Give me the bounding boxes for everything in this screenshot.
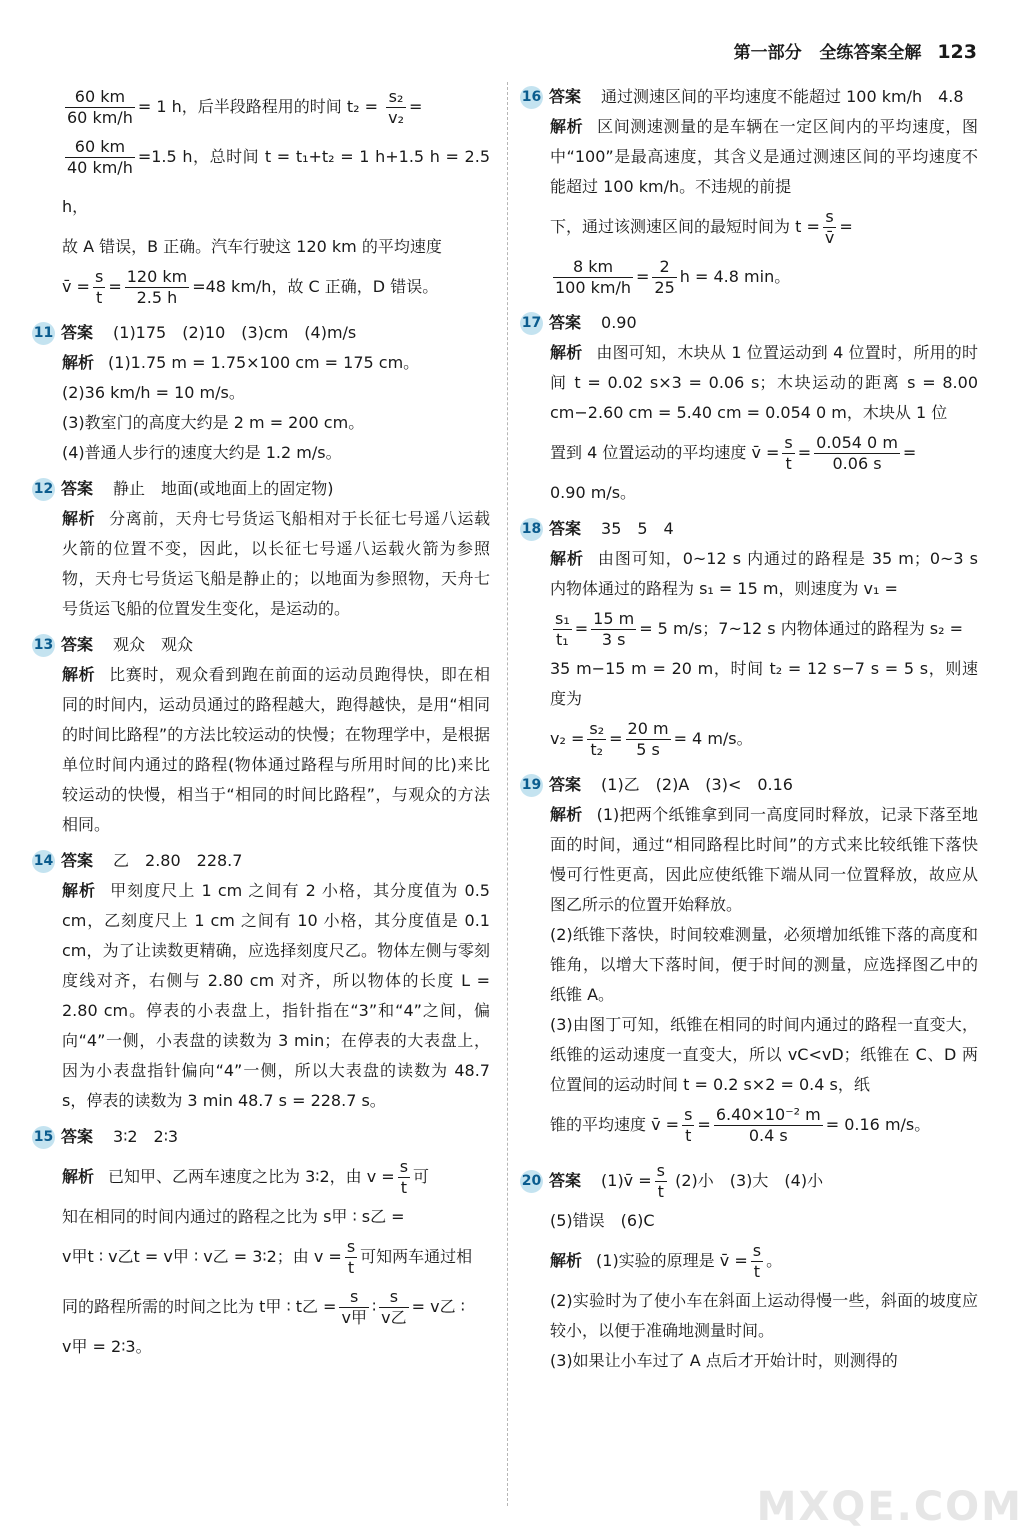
- q16-number-badge: 16: [520, 86, 543, 109]
- q19-number-badge: 19: [520, 774, 543, 797]
- q12-answer: 12 答案 静止 地面(或地面上的固定物): [32, 474, 490, 504]
- q15-analysis-1: 解析 已知甲、乙两车速度之比为 3∶2，由 v = $\frac{s}{t}$ 可: [62, 1157, 430, 1197]
- q15-analysis-2: 知在相同的时间内通过的路程之比为 s甲 ∶ s乙 =: [62, 1207, 405, 1226]
- q18-number-badge: 18: [520, 518, 543, 541]
- q17-answer: 17 答案 0.90: [520, 308, 978, 338]
- q18-analysis-3: 35 m−15 m = 20 m，时间 t₂ = 12 s−7 s = 5 s，则速度为: [550, 659, 978, 708]
- q17-analysis-3: 0.90 m/s。: [550, 483, 637, 502]
- q18-analysis: 解析 由图可知，0~12 s 内通过的路程是 35 m；0~3 s 内物体通过的路程为 s₁ = 15 m，则速度为 v₁ =: [550, 549, 978, 598]
- q11-analysis-2: (2)36 km/h = 10 m/s。: [62, 383, 245, 402]
- q20-analysis-3: (3)如果让小车过了 A 点后才开始计时，则测得的: [550, 1351, 898, 1370]
- q13-number-badge: 13: [32, 634, 55, 657]
- q19-analysis-4: 锥的平均速度 v̄ = $\frac{s}{t}$ = $\frac{\text{6.40×10⁻² m}}{0.4 s}$ = 0.16 m/s。: [550, 1105, 931, 1145]
- q11-analysis-3: (3)教室门的高度大约是 2 m = 200 cm。: [62, 413, 365, 432]
- q16-analysis-3: $\frac{8 km}{100 km/h}$ = $\frac{2}{25}$ h = 4.8 min。: [555, 257, 791, 297]
- q16-analysis: 解析 区间测速测量的是车辆在一定区间内的平均速度，图中“100”是最高速度，其含义是通过测速区间的平均速度不能超过 100 km/h。不违规的前提: [550, 117, 978, 196]
- right-column: [521, 82, 978, 1376]
- header-title: 全练答案全解: [819, 43, 922, 63]
- q11-analysis-1: 解析 (1)1.75 m = 1.75×100 cm = 175 cm。: [62, 353, 420, 372]
- q20-answer-2: (5)错误 (6)C: [550, 1211, 655, 1230]
- q14-analysis: 解析 甲刻度尺上 1 cm 之间有 2 小格，其分度值为 0.5 cm，乙刻度尺上 1 cm 之间有 10 小格，其分度值是 0.1 cm，为了让读数更精确，应选择刻度尺乙。物体左侧与零刻度线对齐，右侧与 2.80 cm 对齐，所以物体的长度 L = 2.80 cm。停表的小表盘上，指针指在“3”和“4”之间，偏向“4”一侧，小表盘的读数为 3 min；在停表的大表盘上，因为小表盘指针偏向“4”一侧，所以大表盘的读数为 48.7 s，停表的读数为 3 min 48.7 s = 228.7 s。: [62, 881, 490, 1110]
- q18-analysis-2: $\frac{\text{s₁}}{\text{t₁}}$ = $\frac{15 m}{3 s}$ = 5 m/s；7~12 s 内物体通过的路程为 s₂ =: [555, 609, 964, 649]
- left-column: [33, 82, 490, 1362]
- q18-answer: 18 答案 35 5 4: [520, 514, 978, 544]
- cont-line-3: 故 A 错误，B 正确。汽车行驶这 120 km 的平均速度: [62, 237, 442, 256]
- q15-analysis-5: v甲 = 2∶3。: [62, 1337, 152, 1356]
- column-divider: [507, 82, 508, 1506]
- q19-analysis-1: 解析 (1)把两个纸锥拿到同一高度同时释放，记录下落至地面的时间，通过“相同路程比时间”的方式来比较纸锥下落快慢可行性更高，因此应使纸锥下端从同一位置释放，故应从图乙所示的位置开始释放。: [550, 805, 978, 914]
- header-section: 第一部分: [733, 43, 802, 63]
- q20-answer: 20 答案 (1)v̄ = $\frac{s}{t}$ (2)小 (3)大 (4)小: [521, 1160, 824, 1201]
- q17-number-badge: 17: [520, 312, 543, 335]
- page-header: [734, 38, 977, 63]
- q19-answer: 19 答案 (1)乙 (2)A (3)< 0.16: [520, 770, 978, 800]
- page-number: 123: [937, 41, 977, 63]
- q13-analysis: 解析 比赛时，观众看到跑在前面的运动员跑得快，即在相同的时间内，运动员通过的路程越大，跑得越快，是用“相同的时间比路程”的方法比较运动的快慢；在物理学中，是根据单位时间内通过的路程(物体通过路程与所用时间的比)来比较运动的快慢，相当于“相同的时间比路程”，与观众的方法相同。: [62, 665, 490, 834]
- q12-number-badge: 12: [32, 478, 55, 501]
- q19-analysis-2: (2)纸锥下落快，时间较难测量，必须增加纸锥下落的高度和锥角，以增大下落时间，便于时间的测量，应选择图乙中的纸锥 A。: [550, 925, 978, 1004]
- q17-analysis: 解析 由图可知，木块从 1 位置运动到 4 位置时，所用的时间 t = 0.02 s×3 = 0.06 s；木块运动的距离 s = 8.00 cm−2.60 cm = 5.40 cm = 0.054 0 m，木块从 1 位: [550, 343, 978, 422]
- q11-number-badge: 11: [32, 322, 55, 345]
- q19-analysis-3: (3)由图丁可知，纸锥在相同的时间内通过的路程一直变大，纸锥的运动速度一直变大，所以 vC<vD；纸锥在 C、D 两位置间的运动时间 t = 0.2 s×2 = 0.4 s，纸: [550, 1015, 978, 1094]
- q14-number-badge: 14: [32, 850, 55, 873]
- cont-line-2: $\frac{60 km}{40 km/h}$ =1.5 h，总时间 t = t₁+t₂ = 1 h+1.5 h = 2.5 h，: [62, 137, 490, 216]
- q13-answer: 13 答案 观众 观众: [32, 630, 490, 660]
- q15-analysis-3: v甲t ∶ v乙t = v甲 ∶ v乙 = 3∶2；由 v = $\frac{s}{t}$ 可知两车通过相: [62, 1237, 473, 1277]
- q12-analysis: 解析 分离前，天舟七号货运飞船相对于长征七号遥八运载火箭的位置不变，因此，以长征七号遥八运载火箭为参照物，天舟七号货运飞船是静止的；以地面为参照物，天舟七号货运飞船的位置发生变化，是运动的。: [62, 509, 490, 618]
- q18-analysis-4: v₂ = $\frac{\text{s₂}}{\text{t₂}}$ = $\frac{20 m}{5 s}$ = 4 m/s。: [550, 719, 753, 759]
- q20-analysis-1: 解析 (1)实验的原理是 v̄ = $\frac{s}{t}$ 。: [550, 1241, 783, 1281]
- cont-line-1: $\frac{60 km}{60 km/h}$ = 1 h，后半段路程用的时间 t₂ = $\frac{\text{s₂}}{\text{v₂}}$ =: [67, 87, 423, 127]
- q16-answer: 16 答案 通过测速区间的平均速度不能超过 100 km/h 4.8: [520, 82, 978, 112]
- watermark: MXQE.COM: [756, 1484, 1023, 1530]
- q14-answer: 14 答案 乙 2.80 228.7: [32, 846, 490, 876]
- q11-answer: 11 答案 (1)175 (2)10 (3)cm (4)m/s: [32, 318, 490, 348]
- q15-number-badge: 15: [32, 1126, 55, 1149]
- q15-analysis-4: 同的路程所需的时间之比为 t甲 ∶ t乙 = $\frac{s}{\text{v甲}}$ ∶ $\frac{s}{\text{v乙}}$ = v乙 ∶: [62, 1287, 465, 1327]
- q15-answer: 15 答案 3∶2 2∶3: [32, 1122, 490, 1152]
- cont-line-4: v̄ = $\frac{s}{t}$ = $\frac{120 km}{2.5 h}$ =48 km/h，故 C 正确，D 错误。: [62, 267, 439, 307]
- q20-analysis-2: (2)实验时为了使小车在斜面上运动得慢一些，斜面的坡度应较小，以便于准确地测量时间。: [550, 1291, 978, 1340]
- q16-analysis-2: 下，通过该测速区间的最短时间为 t = $\frac{s}{v̄}$ =: [550, 207, 853, 247]
- q11-analysis-4: (4)普通人步行的速度大约是 1.2 m/s。: [62, 443, 342, 462]
- q20-number-badge: 20: [520, 1170, 543, 1193]
- q17-analysis-2: 置到 4 位置运动的平均速度 v̄ = $\frac{s}{t}$ = $\frac{0.054 0 m}{0.06 s}$ =: [550, 433, 917, 473]
